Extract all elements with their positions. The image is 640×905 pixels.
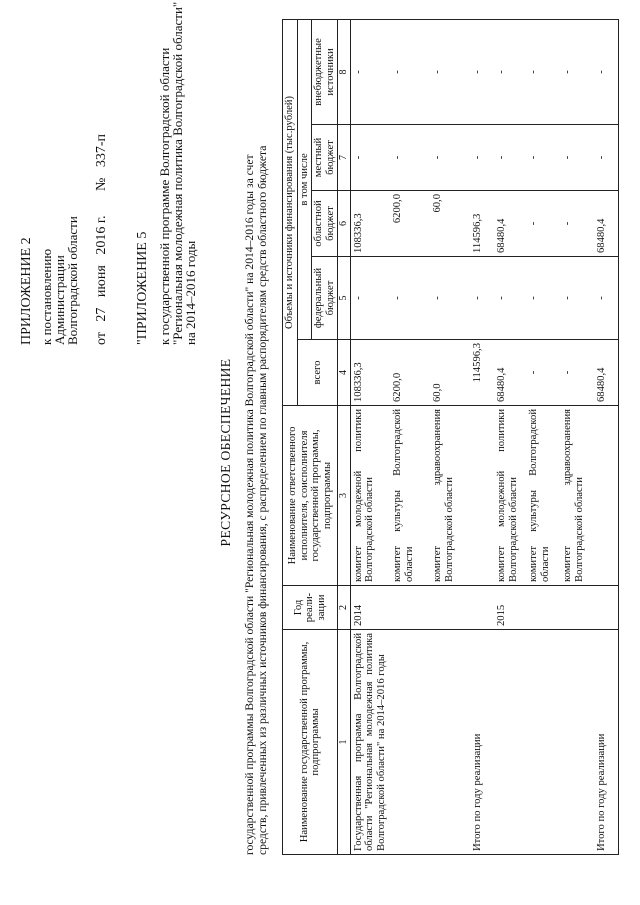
executor-cell: комитет молодежной политики Волгоградской области — [494, 406, 526, 586]
federal-cell: - — [526, 257, 560, 340]
regional-cell: 114596,3 — [470, 191, 494, 257]
table-row-total — [470, 19, 494, 854]
local-cell: - — [470, 125, 494, 191]
date-year: 2016 г. — [94, 215, 109, 255]
regional-cell: - — [560, 191, 594, 257]
total-row-label: Итого по году реализации — [594, 630, 618, 855]
extra-cell: - — [494, 19, 526, 124]
appendix5-title: "ПРИЛОЖЕНИЕ 5 — [135, 231, 150, 345]
extra-cell: - — [470, 19, 494, 124]
executor-cell: комитет здравоохранения Волгоградской области — [560, 406, 594, 586]
local-cell: - — [390, 125, 430, 191]
column-number: 3 — [338, 406, 351, 586]
executor-cell: комитет культуры Волгоградской области — [526, 406, 560, 586]
column-number: 4 — [338, 340, 351, 406]
regional-cell: 60,0 — [430, 191, 470, 257]
appendix5-line-name: "Региональная молодежная политика Волгоградской области" — [170, 1, 185, 345]
date-month: июня — [94, 265, 109, 298]
header-program-name: Наименование государственной программы, подпрограммы — [283, 630, 338, 855]
column-number: 2 — [338, 586, 351, 630]
column-number: 8 — [338, 19, 351, 124]
federal-cell: - — [494, 257, 526, 340]
extra-cell: - — [594, 19, 618, 124]
total-cell: - — [526, 340, 560, 406]
appendix-title: ПРИЛОЖЕНИЕ 2 — [19, 237, 34, 345]
regional-cell: 68480,4 — [494, 191, 526, 257]
total-cell: 6200,0 — [390, 340, 430, 406]
local-cell: - — [594, 125, 618, 191]
total-cell: 68480,4 — [594, 340, 618, 406]
header-total: всего — [297, 340, 338, 406]
header-extra: внебюджетные источники — [312, 19, 338, 124]
column-number: 6 — [338, 191, 351, 257]
federal-cell: - — [594, 257, 618, 340]
table-row — [350, 19, 390, 854]
header-including: в том числе — [297, 19, 312, 339]
appendix-line-decree: к постановлению — [39, 248, 54, 345]
year-cell: 2015 — [494, 586, 594, 630]
regional-cell: 68480,4 — [594, 191, 618, 257]
federal-cell: - — [390, 257, 430, 340]
extra-cell: - — [560, 19, 594, 124]
column-number: 5 — [338, 257, 351, 340]
header-local: местный бюджет — [312, 125, 338, 191]
total-row-label: Итого по году реализации — [470, 630, 494, 855]
table-row — [526, 19, 560, 854]
number-prefix: № — [94, 177, 109, 191]
total-cell: 108336,3 — [350, 340, 390, 406]
header-volumes: Объемы и источники финансирования (тыс.рублей) — [283, 19, 298, 405]
total-cell: 68480,4 — [494, 340, 526, 406]
executor-cell: комитет молодежной политики Волгоградской области — [350, 406, 390, 586]
federal-cell: - — [470, 257, 494, 340]
year-cell: 2014 — [350, 586, 470, 630]
column-number: 1 — [338, 630, 351, 855]
table-row — [494, 19, 526, 854]
table-row-total — [594, 19, 618, 854]
decree-date — [94, 134, 110, 345]
header-year: Год реали-зации — [283, 586, 338, 630]
local-cell: - — [494, 125, 526, 191]
resource-table — [282, 19, 619, 855]
local-cell: - — [526, 125, 560, 191]
extra-cell: - — [390, 19, 430, 124]
federal-cell: - — [560, 257, 594, 340]
header-executor: Наименование ответственного исполнителя, соисполнителя государственной программы, подпрограммы — [283, 406, 338, 586]
program-name-cell: Государственная программа Волгоградской области "Региональная молодежная политика Волгоградской области" на 2014–2016 годы — [350, 630, 470, 855]
header-regional: областной бюджет — [312, 191, 338, 257]
header-federal: федеральный бюджет — [312, 257, 338, 340]
document-title: РЕСУРСНОЕ ОБЕСПЕЧЕНИЕ — [218, 358, 233, 547]
federal-cell: - — [350, 257, 390, 340]
executor-cell: комитет здравоохранения Волгоградской области — [430, 406, 470, 586]
appendix5-line-years: на 2014–2016 годы — [183, 240, 198, 345]
local-cell: - — [430, 125, 470, 191]
executor-cell: комитет культуры Волгоградской области — [390, 406, 430, 586]
date-day: 27 — [94, 307, 109, 322]
column-number: 7 — [338, 125, 351, 191]
appendix-line-region: Волгоградской области — [65, 216, 80, 345]
total-cell: 114596,3 — [470, 340, 494, 406]
local-cell: - — [350, 125, 390, 191]
appendix-line-administration: Администрации — [52, 255, 67, 345]
regional-cell: 6200,0 — [390, 191, 430, 257]
extra-cell: - — [526, 19, 560, 124]
appendix5-line-program: к государственной программе Волгоградской области — [157, 47, 172, 345]
subtitle-line-2: средств, привлеченных из различных источников финансирования, с распределением по главным распорядителям средств областного бюджета — [256, 145, 269, 855]
subtitle-line-1: государственной программы Волгоградской области "Региональная молодежная политика Волгоградской области" на 2014–2016 годы за счет — [243, 154, 256, 855]
decree-number: 337-п — [94, 133, 109, 168]
federal-cell: - — [430, 257, 470, 340]
extra-cell: - — [350, 19, 390, 124]
regional-cell: - — [526, 191, 560, 257]
local-cell: - — [560, 125, 594, 191]
total-cell: - — [560, 340, 594, 406]
regional-cell: 108336,3 — [350, 191, 390, 257]
date-prefix: от — [94, 332, 109, 345]
extra-cell: - — [430, 19, 470, 124]
total-cell: 60,0 — [430, 340, 470, 406]
table-row — [560, 19, 594, 854]
